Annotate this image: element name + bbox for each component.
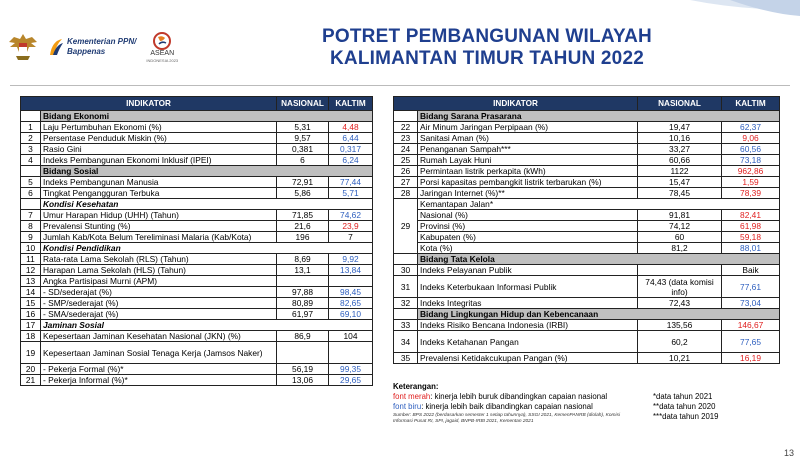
- indicator-label: Jaringan Internet (%)**: [418, 188, 638, 199]
- row-number: 33: [394, 320, 418, 331]
- table-row: [394, 221, 780, 232]
- nasional-value: 10,16: [638, 133, 722, 144]
- table-row: [21, 243, 373, 254]
- table-row: [394, 331, 780, 353]
- row-number: 17: [21, 320, 41, 331]
- nasional-value: 1122: [638, 166, 722, 177]
- nasional-value: [277, 276, 329, 287]
- nasional-value: 33,27: [638, 144, 722, 155]
- table-row: [21, 232, 373, 243]
- asean-sub: INDONESIA 2023: [146, 57, 179, 63]
- section-no-cell: [394, 309, 418, 320]
- indicator-label: Indeks Risiko Bencana Indonesia (IRBI): [418, 320, 638, 331]
- page-title: [282, 26, 692, 70]
- table-row: [21, 309, 373, 320]
- indicator-table-left: [20, 96, 373, 386]
- subsection-heading: Kondisi Kesehatan: [41, 199, 373, 210]
- indicator-table-right: [393, 96, 780, 364]
- legend-red-text: : kinerja lebih buruk dibandingkan capaian nasional: [430, 392, 608, 401]
- nasional-value: 81,2: [638, 243, 722, 254]
- section-heading: Bidang Sosial: [41, 166, 373, 177]
- header: [0, 0, 800, 82]
- nasional-value: 80,89: [277, 298, 329, 309]
- legend-notes: [653, 392, 773, 422]
- row-number: 7: [21, 210, 41, 221]
- kaltim-value: 29,65: [329, 375, 373, 386]
- table-row: [21, 342, 373, 364]
- legend-source: Sumber: BPS 2022 (berdasarkan semester 1 setiap tahunnya), SSGI 2021, KemenPANRB (diolah), Komisi Informasi Pusat RI, SPI, jagaid, BNPB-IRBI 2021, Kementan 2021: [393, 413, 621, 424]
- indicator-label: Air Minum Jaringan Perpipaan (%): [418, 122, 638, 133]
- table-row: [21, 188, 373, 199]
- table-row: [394, 122, 780, 133]
- row-number: 11: [21, 254, 41, 265]
- subsection-no-cell: [21, 199, 41, 210]
- table-row: [394, 298, 780, 309]
- nasional-value: 8,69: [277, 254, 329, 265]
- section-heading: Bidang Lingkungan Hidup dan Kebencanaan: [418, 309, 780, 320]
- table-row: [394, 199, 780, 210]
- kaltim-value: 82,65: [329, 298, 373, 309]
- nasional-value: 72,91: [277, 177, 329, 188]
- kaltim-value: 78,39: [722, 188, 780, 199]
- indicator-label: Kepesertaan Jaminan Kesehatan Nasional (JKN) (%): [41, 331, 277, 342]
- row-number: 31: [394, 276, 418, 298]
- kaltim-value: 61,98: [722, 221, 780, 232]
- table-row: [394, 188, 780, 199]
- table-row: [394, 320, 780, 331]
- table-row: [21, 155, 373, 166]
- nasional-value: 5,86: [277, 188, 329, 199]
- kaltim-value: 59,18: [722, 232, 780, 243]
- row-number: 35: [394, 353, 418, 364]
- indicator-label: Angka Partisipasi Murni (APM): [41, 276, 277, 287]
- row-number: 14: [21, 287, 41, 298]
- kaltim-value: 73,18: [722, 155, 780, 166]
- table-row: [21, 364, 373, 375]
- row-number: 19: [21, 342, 41, 364]
- kaltim-value: 7: [329, 232, 373, 243]
- logo-group: [6, 24, 178, 70]
- table-row: [394, 232, 780, 243]
- table-row: [394, 243, 780, 254]
- indicator-label: Rasio Gini: [41, 144, 277, 155]
- header-divider: [10, 85, 790, 86]
- kaltim-value: 146,67: [722, 320, 780, 331]
- row-number: 18: [21, 331, 41, 342]
- kaltim-value: 16,19: [722, 353, 780, 364]
- corner-decoration: [680, 0, 800, 22]
- row-number: 4: [21, 155, 41, 166]
- nasional-value: 21,6: [277, 221, 329, 232]
- kaltim-value: 62,37: [722, 122, 780, 133]
- row-number: 25: [394, 155, 418, 166]
- indicator-label: - Pekerja Formal (%)*: [41, 364, 277, 375]
- title-line1: POTRET PEMBANGUNAN WILAYAH: [322, 26, 652, 47]
- nasional-value: 60,2: [638, 331, 722, 353]
- row-number: 5: [21, 177, 41, 188]
- kaltim-value: 0,317: [329, 144, 373, 155]
- table-row: [21, 111, 373, 122]
- title-line2: KALIMANTAN TIMUR TAHUN 2022: [330, 48, 644, 69]
- indicator-label: Prevalensi Stunting (%): [41, 221, 277, 232]
- row-number: 23: [394, 133, 418, 144]
- nasional-value: 6: [277, 155, 329, 166]
- kaltim-value: 5,71: [329, 188, 373, 199]
- page-number: 13: [783, 448, 794, 458]
- indicator-label: Kabupaten (%): [418, 232, 638, 243]
- indicator-label: Indeks Pembangunan Ekonomi Inklusif (IPEI): [41, 155, 277, 166]
- nasional-value: 15,47: [638, 177, 722, 188]
- col-header-nasional: NASIONAL: [277, 97, 329, 111]
- nasional-value: 78,45: [638, 188, 722, 199]
- kaltim-value: 9,92: [329, 254, 373, 265]
- kaltim-value: Baik: [722, 265, 780, 276]
- table-row: [394, 177, 780, 188]
- indicator-label: Tingkat Pengangguran Terbuka: [41, 188, 277, 199]
- table-row: [394, 353, 780, 364]
- indicator-label: Rumah Layak Huni: [418, 155, 638, 166]
- indicator-label: Indeks Pelayanan Publik: [418, 265, 638, 276]
- kaltim-value: 6,44: [329, 133, 373, 144]
- nasional-value: 5,31: [277, 122, 329, 133]
- note-2020: **data tahun 2020: [653, 402, 716, 411]
- col-header-kaltim: KALTIM: [329, 97, 373, 111]
- garuda-emblem-icon: [6, 30, 40, 64]
- row-number: 30: [394, 265, 418, 276]
- nasional-value: 71,85: [277, 210, 329, 221]
- bappenas-mark-icon: [48, 37, 64, 57]
- table-row: [21, 254, 373, 265]
- nasional-value: 74,12: [638, 221, 722, 232]
- table-row: [21, 276, 373, 287]
- row-number: 27: [394, 177, 418, 188]
- indicator-label: Harapan Lama Sekolah (HLS) (Tahun): [41, 265, 277, 276]
- indicator-label: - SMP/sederajat (%): [41, 298, 277, 309]
- nasional-value: 60: [638, 232, 722, 243]
- indicator-label: Indeks Keterbukaan Informasi Publik: [418, 276, 638, 298]
- nasional-value: 60,66: [638, 155, 722, 166]
- table-row: [21, 331, 373, 342]
- nasional-value: 135,56: [638, 320, 722, 331]
- legend-red-label: font merah: [393, 392, 431, 401]
- note-2019: ***data tahun 2019: [653, 412, 719, 421]
- indicator-label: Indeks Integritas: [418, 298, 638, 309]
- kaltim-value: 104: [329, 331, 373, 342]
- nasional-value: 61,97: [277, 309, 329, 320]
- row-number: 6: [21, 188, 41, 199]
- section-no-cell: [394, 254, 418, 265]
- asean-label: ASEAN: [150, 49, 175, 57]
- nasional-value: 9,57: [277, 133, 329, 144]
- legend-title: Keterangan:: [393, 382, 439, 391]
- kaltim-value: 23,9: [329, 221, 373, 232]
- row-number: 20: [21, 364, 41, 375]
- indicator-label: Umur Harapan Hidup (UHH) (Tahun): [41, 210, 277, 221]
- row-number: 28: [394, 188, 418, 199]
- kaltim-value: [329, 342, 373, 364]
- indicator-label: Prevalensi Ketidakcukupan Pangan (%): [418, 353, 638, 364]
- nasional-value: [277, 342, 329, 364]
- nasional-value: 97,88: [277, 287, 329, 298]
- col-header-indikator: INDIKATOR: [394, 97, 638, 111]
- nasional-value: [638, 265, 722, 276]
- indicator-label: - Pekerja Informal (%)*: [41, 375, 277, 386]
- row-number: 16: [21, 309, 41, 320]
- table-row: [394, 276, 780, 298]
- kaltim-value: 77,44: [329, 177, 373, 188]
- kaltim-value: 77,65: [722, 331, 780, 353]
- indicator-label: Penanganan Sampah***: [418, 144, 638, 155]
- row-number: 8: [21, 221, 41, 232]
- row-number: 1: [21, 122, 41, 133]
- kaltim-value: 98,45: [329, 287, 373, 298]
- table-row: [394, 111, 780, 122]
- kaltim-value: 77,61: [722, 276, 780, 298]
- indicator-label: - SD/sederajat (%): [41, 287, 277, 298]
- row-number: 9: [21, 232, 41, 243]
- legend-blue-text: : kinerja lebih baik dibandingkan capaian nasional: [421, 402, 593, 411]
- row-number: 26: [394, 166, 418, 177]
- indicator-label: Sanitasi Aman (%): [418, 133, 638, 144]
- bappenas-line1: Kementerian PPN/: [67, 37, 137, 46]
- table-row: [21, 133, 373, 144]
- indicator-label: Laju Pertumbuhan Ekonomi (%): [41, 122, 277, 133]
- kaltim-value: 99,35: [329, 364, 373, 375]
- legend-blue-label: font biru: [393, 402, 422, 411]
- table-row: [394, 166, 780, 177]
- kaltim-value: 69,10: [329, 309, 373, 320]
- legend: [393, 382, 783, 425]
- table-row: [21, 177, 373, 188]
- indicator-label: Kepesertaan Jaminan Sosial Tenaga Kerja (Jamsos Naker): [41, 342, 277, 364]
- table-row: [21, 265, 373, 276]
- row-number: 29: [394, 199, 418, 254]
- table-row: [394, 265, 780, 276]
- nasional-value: 91,81: [638, 210, 722, 221]
- table-row: [21, 210, 373, 221]
- table-row: [21, 298, 373, 309]
- table-row: [21, 221, 373, 232]
- indicator-label: Rata-rata Lama Sekolah (RLS) (Tahun): [41, 254, 277, 265]
- kaltim-value: 13,84: [329, 265, 373, 276]
- row-number: 3: [21, 144, 41, 155]
- row-number: 32: [394, 298, 418, 309]
- table-row: [21, 122, 373, 133]
- section-heading: Bidang Sarana Prasarana: [418, 111, 780, 122]
- table-row: [21, 144, 373, 155]
- kaltim-value: 73,04: [722, 298, 780, 309]
- table-header-row: [394, 97, 780, 111]
- indicator-label: Nasional (%): [418, 210, 638, 221]
- kaltim-value: 1,59: [722, 177, 780, 188]
- table-row: [394, 144, 780, 155]
- nasional-value: 13,06: [277, 375, 329, 386]
- indicator-label: Kemantapan Jalan*: [418, 199, 780, 210]
- section-no-cell: [21, 111, 41, 122]
- kaltim-value: 6,24: [329, 155, 373, 166]
- subsection-heading: Kondisi Pendidikan: [41, 243, 373, 254]
- subsection-heading: Jaminan Sosial: [41, 320, 373, 331]
- col-header-kaltim: KALTIM: [722, 97, 780, 111]
- nasional-value: 74,43 (data komisi info): [638, 276, 722, 298]
- bappenas-logo: [48, 37, 136, 57]
- row-number: 21: [21, 375, 41, 386]
- indicator-label: Porsi kapasitas pembangkit listrik terbarukan (%): [418, 177, 638, 188]
- row-number: 12: [21, 265, 41, 276]
- note-2021: *data tahun 2021: [653, 392, 713, 401]
- table-row: [394, 309, 780, 320]
- row-number: 24: [394, 144, 418, 155]
- nasional-value: 13,1: [277, 265, 329, 276]
- table-row: [21, 320, 373, 331]
- kaltim-value: 88,01: [722, 243, 780, 254]
- section-heading: Bidang Ekonomi: [41, 111, 373, 122]
- table-row: [21, 287, 373, 298]
- kaltim-value: 9,06: [722, 133, 780, 144]
- indicator-label: Permintaan listrik perkapita (kWh): [418, 166, 638, 177]
- kaltim-value: 962,86: [722, 166, 780, 177]
- table-row: [21, 375, 373, 386]
- kaltim-value: 60,56: [722, 144, 780, 155]
- nasional-value: 10,21: [638, 353, 722, 364]
- nasional-value: 19,47: [638, 122, 722, 133]
- nasional-value: 72,43: [638, 298, 722, 309]
- section-heading: Bidang Tata Kelola: [418, 254, 780, 265]
- row-number: 10: [21, 243, 41, 254]
- kaltim-value: 4,48: [329, 122, 373, 133]
- table-header-row: [21, 97, 373, 111]
- table-row: [21, 199, 373, 210]
- table-row: [394, 254, 780, 265]
- nasional-value: 86,9: [277, 331, 329, 342]
- table-row: [21, 166, 373, 177]
- table-row: [394, 155, 780, 166]
- table-row: [394, 133, 780, 144]
- indicator-label: Persentase Penduduk Miskin (%): [41, 133, 277, 144]
- col-header-indikator: INDIKATOR: [21, 97, 277, 111]
- nasional-value: 0,381: [277, 144, 329, 155]
- nasional-value: 56,19: [277, 364, 329, 375]
- kaltim-value: [329, 276, 373, 287]
- row-number: 34: [394, 331, 418, 353]
- table-row: [394, 210, 780, 221]
- indicator-label: Indeks Pembangunan Manusia: [41, 177, 277, 188]
- row-number: 13: [21, 276, 41, 287]
- row-number: 15: [21, 298, 41, 309]
- indicator-label: Jumlah Kab/Kota Belum Tereliminasi Malaria (Kab/Kota): [41, 232, 277, 243]
- asean-emblem-icon: [152, 32, 172, 50]
- row-number: 2: [21, 133, 41, 144]
- kaltim-value: 74,62: [329, 210, 373, 221]
- section-no-cell: [21, 166, 41, 177]
- indicator-label: Kota (%): [418, 243, 638, 254]
- row-number: 22: [394, 122, 418, 133]
- nasional-value: 196: [277, 232, 329, 243]
- kaltim-value: 82,41: [722, 210, 780, 221]
- indicator-label: Indeks Ketahanan Pangan: [418, 331, 638, 353]
- asean-logo: [146, 32, 178, 63]
- col-header-nasional: NASIONAL: [638, 97, 722, 111]
- indicator-label: Provinsi (%): [418, 221, 638, 232]
- section-no-cell: [394, 111, 418, 122]
- bappenas-line2: Bappenas: [67, 47, 106, 56]
- indicator-label: - SMA/sederajat (%): [41, 309, 277, 320]
